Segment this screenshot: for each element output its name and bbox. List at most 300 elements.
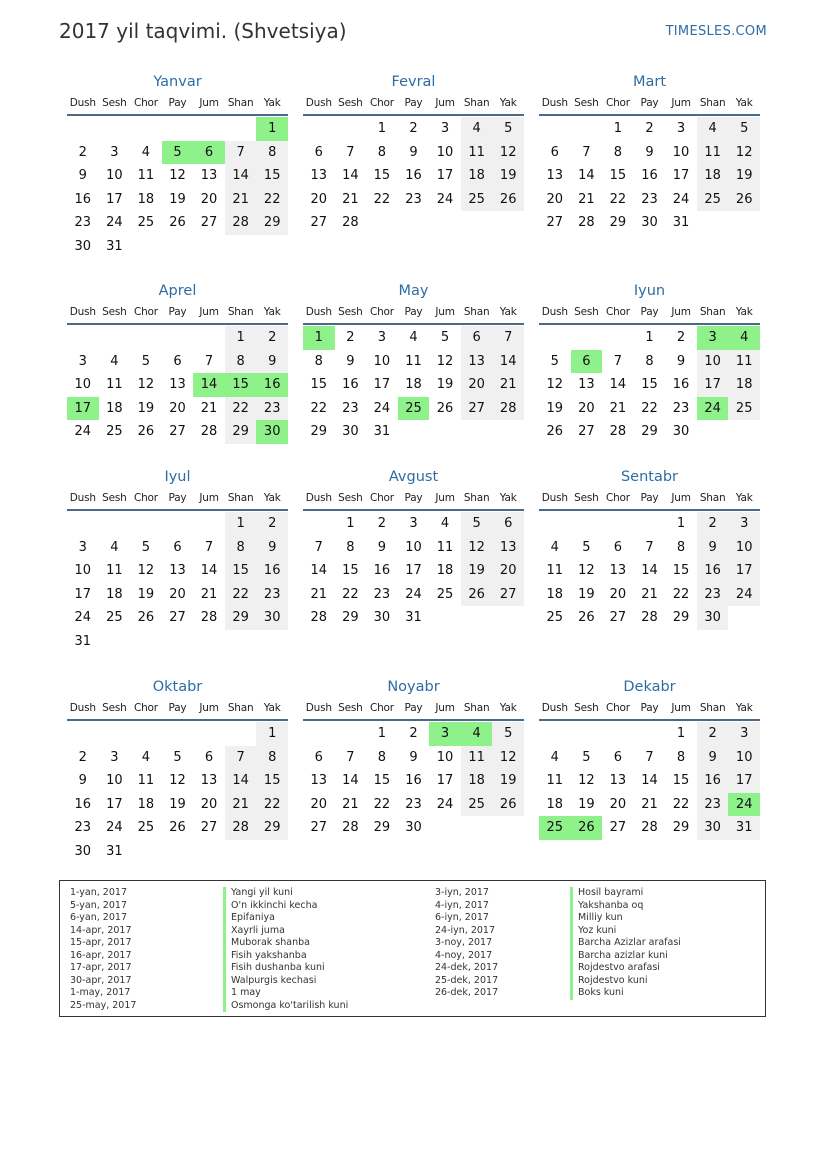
weekday-label: Dush xyxy=(305,306,332,318)
legend-date: 4-noy, 2017 xyxy=(435,949,493,961)
weekday-label: Chor xyxy=(133,306,158,318)
day-cell: 15 xyxy=(310,377,328,392)
month-fevral xyxy=(303,72,524,235)
legend-date: 1-yan, 2017 xyxy=(70,887,127,898)
day-cell: 2 xyxy=(645,121,654,136)
weekday-label: Dush xyxy=(305,702,332,714)
day-cell: 22 xyxy=(310,400,328,416)
weekday-label: Dush xyxy=(541,492,568,504)
weekday-label: Sesh xyxy=(338,97,363,109)
month-name: Fevral xyxy=(391,74,436,90)
day-cell: 28 xyxy=(200,424,218,439)
day-cell: 27 xyxy=(310,820,328,835)
day-cell: 20 xyxy=(546,191,564,207)
day-cell: 18 xyxy=(697,164,729,188)
day-cell: 29 xyxy=(672,820,690,835)
day-cell: 20 xyxy=(461,373,493,397)
day-cell: 7 xyxy=(492,326,524,350)
day-cell: 16 xyxy=(74,796,92,812)
empty-cell xyxy=(99,117,131,141)
day-cell: 23 xyxy=(256,397,288,421)
day-cell: 1 xyxy=(377,121,387,136)
weekday-label: Chor xyxy=(369,702,394,714)
empty-cell xyxy=(67,117,99,141)
day-cell: 11 xyxy=(106,377,123,392)
day-cell: 10 xyxy=(106,773,123,788)
day-cell: 3 xyxy=(440,121,450,136)
weekday-header xyxy=(67,697,288,721)
empty-cell xyxy=(130,326,162,350)
day-cell: 27 xyxy=(169,610,186,625)
month-may xyxy=(303,281,524,444)
empty-cell xyxy=(162,722,194,746)
month-sentabr xyxy=(539,467,760,630)
day-cell: 28 xyxy=(609,424,627,439)
legend-holiday-name: 1 may xyxy=(223,987,348,1000)
day-cell: 20 xyxy=(310,796,328,812)
day-cell: 12 xyxy=(578,773,595,788)
day-cell: 18 xyxy=(461,164,493,188)
day-cell: 26 xyxy=(546,424,564,439)
legend-date: 25-dek, 2017 xyxy=(435,974,499,986)
day-cell: 9 xyxy=(697,536,729,560)
day-cell: 9 xyxy=(78,773,87,788)
holiday-day-cell: 4 xyxy=(461,722,493,746)
day-cell: 17 xyxy=(728,769,760,793)
holiday-day-cell: 14 xyxy=(193,373,225,397)
day-cell: 2 xyxy=(256,326,288,350)
weekday-label: Sesh xyxy=(102,492,127,504)
day-cell: 11 xyxy=(728,350,760,374)
weekday-header xyxy=(67,487,288,511)
day-cell: 29 xyxy=(225,420,257,444)
holiday-day-cell: 3 xyxy=(697,326,729,350)
day-cell: 30 xyxy=(342,424,359,439)
day-grid xyxy=(303,326,524,444)
day-cell: 5 xyxy=(461,512,493,536)
day-cell: 1 xyxy=(676,726,686,741)
day-cell: 19 xyxy=(546,400,564,416)
day-cell: 13 xyxy=(200,773,218,788)
day-cell: 12 xyxy=(492,746,524,770)
empty-cell xyxy=(602,326,634,350)
day-cell: 15 xyxy=(373,773,391,788)
empty-cell xyxy=(303,117,335,141)
day-cell: 4 xyxy=(409,330,418,345)
day-cell: 13 xyxy=(310,773,328,788)
day-cell: 15 xyxy=(672,563,690,578)
day-cell: 26 xyxy=(492,188,524,212)
empty-cell xyxy=(67,722,99,746)
day-cell: 4 xyxy=(550,749,559,765)
empty-cell xyxy=(602,512,634,536)
weekday-label: Yak xyxy=(499,97,517,109)
weekday-label: Chor xyxy=(133,702,158,714)
day-cell: 18 xyxy=(405,377,422,392)
day-cell: 24 xyxy=(405,586,422,602)
day-cell: 23 xyxy=(697,793,729,817)
day-cell: 12 xyxy=(169,773,186,788)
day-cell: 3 xyxy=(78,353,87,369)
day-cell: 14 xyxy=(200,563,218,578)
day-cell: 31 xyxy=(106,843,123,859)
day-cell: 27 xyxy=(200,215,218,230)
day-cell: 28 xyxy=(492,397,524,421)
day-cell: 7 xyxy=(314,539,323,555)
day-cell: 6 xyxy=(550,144,559,160)
day-cell: 9 xyxy=(256,350,288,374)
day-grid xyxy=(303,722,524,840)
legend-holiday-name: Xayrli juma xyxy=(223,925,348,938)
day-cell: 3 xyxy=(78,539,87,555)
legend-holiday-name: Yoz kuni xyxy=(570,925,681,938)
day-cell: 11 xyxy=(461,141,493,165)
day-cell: 16 xyxy=(405,773,422,788)
day-cell: 24 xyxy=(74,610,92,625)
day-cell: 27 xyxy=(578,424,595,439)
day-cell: 12 xyxy=(728,141,760,165)
day-cell: 4 xyxy=(141,144,151,160)
day-cell: 4 xyxy=(141,749,151,765)
day-cell: 13 xyxy=(200,168,218,183)
day-cell: 15 xyxy=(609,168,627,183)
day-cell: 27 xyxy=(310,215,328,230)
weekday-label: Dush xyxy=(69,702,96,714)
day-cell: 17 xyxy=(672,168,690,183)
empty-cell xyxy=(99,326,131,350)
weekday-label: Sesh xyxy=(338,306,363,318)
day-cell: 30 xyxy=(697,816,729,840)
day-cell: 25 xyxy=(137,820,155,835)
day-cell: 27 xyxy=(169,424,186,439)
day-cell: 25 xyxy=(137,215,155,230)
day-cell: 19 xyxy=(169,796,186,812)
day-cell: 19 xyxy=(137,586,155,602)
legend-date: 6-yan, 2017 xyxy=(70,912,127,923)
day-cell: 21 xyxy=(609,400,627,416)
empty-cell xyxy=(539,326,571,350)
day-cell: 13 xyxy=(609,563,627,578)
empty-cell xyxy=(193,722,225,746)
day-cell: 25 xyxy=(106,610,123,625)
day-cell: 27 xyxy=(609,820,627,835)
day-cell: 27 xyxy=(492,583,524,607)
day-cell: 1 xyxy=(645,330,654,345)
weekday-label: Dush xyxy=(541,702,568,714)
day-cell: 26 xyxy=(461,583,493,607)
day-cell: 15 xyxy=(256,164,288,188)
day-cell: 16 xyxy=(74,191,92,207)
day-cell: 10 xyxy=(436,749,454,765)
day-cell: 26 xyxy=(169,215,186,230)
day-cell: 29 xyxy=(641,424,658,439)
day-cell: 28 xyxy=(578,215,595,230)
day-cell: 22 xyxy=(342,586,359,602)
day-cell: 21 xyxy=(578,191,595,207)
holiday-day-cell: 4 xyxy=(728,326,760,350)
day-cell: 18 xyxy=(106,586,123,602)
day-cell: 8 xyxy=(676,749,686,765)
empty-cell xyxy=(303,512,335,536)
day-cell: 10 xyxy=(74,377,92,392)
day-cell: 8 xyxy=(256,141,288,165)
day-cell: 10 xyxy=(672,144,690,160)
day-cell: 2 xyxy=(346,330,355,345)
holiday-day-cell: 1 xyxy=(303,326,335,350)
day-cell: 18 xyxy=(106,400,123,416)
day-cell: 2 xyxy=(78,749,87,765)
day-cell: 18 xyxy=(546,796,564,812)
empty-cell xyxy=(571,326,603,350)
day-cell: 8 xyxy=(314,353,323,369)
weekday-label: Sesh xyxy=(574,702,599,714)
weekday-label: Chor xyxy=(605,702,630,714)
day-cell: 21 xyxy=(200,400,218,416)
weekday-label: Chor xyxy=(605,492,630,504)
weekday-label: Jum xyxy=(435,97,455,109)
weekday-label: Pay xyxy=(168,306,187,318)
weekday-label: Pay xyxy=(640,306,659,318)
day-cell: 29 xyxy=(225,606,257,630)
day-cell: 14 xyxy=(225,769,257,793)
weekday-label: Sesh xyxy=(338,702,363,714)
weekday-label: Pay xyxy=(404,492,423,504)
day-cell: 21 xyxy=(225,188,257,212)
day-cell: 9 xyxy=(346,353,355,369)
day-cell: 3 xyxy=(728,512,760,536)
empty-cell xyxy=(634,722,666,746)
empty-cell xyxy=(130,117,162,141)
weekday-label: Jum xyxy=(671,492,691,504)
month-mart xyxy=(539,72,760,235)
day-cell: 19 xyxy=(578,586,595,602)
day-cell: 16 xyxy=(373,563,391,578)
day-cell: 20 xyxy=(169,400,186,416)
weekday-label: Pay xyxy=(168,492,187,504)
day-cell: 8 xyxy=(346,539,355,555)
month-name: Yanvar xyxy=(153,74,202,90)
empty-cell xyxy=(99,512,131,536)
day-cell: 4 xyxy=(110,539,119,555)
day-cell: 5 xyxy=(173,749,182,765)
weekday-label: Jum xyxy=(199,702,219,714)
weekday-label: Yak xyxy=(735,306,753,318)
legend-date: 26-dek, 2017 xyxy=(435,987,499,998)
day-cell: 26 xyxy=(137,610,155,625)
day-cell: 11 xyxy=(405,353,422,369)
day-cell: 9 xyxy=(697,746,729,770)
month-noyabr xyxy=(303,677,524,840)
day-cell: 1 xyxy=(346,516,355,531)
day-cell: 29 xyxy=(609,215,627,230)
weekday-label: Dush xyxy=(69,97,96,109)
day-cell: 5 xyxy=(440,330,450,345)
day-cell: 25 xyxy=(461,793,493,817)
day-cell: 1 xyxy=(225,512,257,536)
day-cell: 24 xyxy=(106,215,123,230)
day-cell: 24 xyxy=(373,400,391,416)
legend-dates-right xyxy=(435,887,498,1000)
day-cell: 25 xyxy=(106,424,123,439)
day-cell: 28 xyxy=(342,820,359,835)
day-cell: 20 xyxy=(609,796,627,812)
legend-holiday-name: O'n ikkinchi kecha xyxy=(223,900,348,913)
month-name: Iyun xyxy=(633,283,666,299)
day-cell: 2 xyxy=(256,512,288,536)
day-cell: 12 xyxy=(578,563,595,578)
day-cell: 7 xyxy=(645,749,654,765)
weekday-label: Shan xyxy=(463,492,490,504)
day-cell: 7 xyxy=(225,141,257,165)
holiday-day-cell: 5 xyxy=(162,141,194,165)
weekday-label: Shan xyxy=(227,97,254,109)
day-cell: 5 xyxy=(492,722,524,746)
day-cell: 7 xyxy=(346,144,355,160)
day-cell: 6 xyxy=(314,749,323,765)
day-cell: 5 xyxy=(141,353,151,369)
weekday-label: Pay xyxy=(168,97,187,109)
day-cell: 16 xyxy=(641,168,658,183)
legend-holiday-name: Boks kuni xyxy=(570,987,681,1000)
day-cell: 8 xyxy=(377,749,387,765)
weekday-label: Yak xyxy=(499,306,517,318)
empty-cell xyxy=(335,117,367,141)
day-cell: 12 xyxy=(137,563,155,578)
day-cell: 10 xyxy=(728,746,760,770)
day-cell: 7 xyxy=(582,144,591,160)
legend-holiday-name: Osmonga ko'tarilish kuni xyxy=(223,1000,348,1013)
day-cell: 18 xyxy=(728,373,760,397)
weekday-label: Yak xyxy=(263,702,281,714)
empty-cell xyxy=(67,512,99,536)
day-cell: 13 xyxy=(546,168,564,183)
day-cell: 22 xyxy=(373,191,391,207)
weekday-header xyxy=(539,92,760,116)
day-cell: 4 xyxy=(440,516,450,531)
day-cell: 5 xyxy=(728,117,760,141)
day-cell: 20 xyxy=(200,191,218,207)
site-link[interactable]: TIMESLES.COM xyxy=(665,24,767,39)
day-cell: 15 xyxy=(342,563,359,578)
day-cell: 30 xyxy=(405,820,422,835)
holiday-day-cell: 24 xyxy=(697,397,729,421)
day-cell: 14 xyxy=(492,350,524,374)
weekday-label: Yak xyxy=(735,702,753,714)
empty-cell xyxy=(225,117,257,141)
day-cell: 13 xyxy=(492,536,524,560)
day-cell: 17 xyxy=(405,563,422,578)
day-cell: 5 xyxy=(492,117,524,141)
month-name: Oktabr xyxy=(152,679,203,695)
day-cell: 22 xyxy=(256,188,288,212)
day-cell: 6 xyxy=(461,326,493,350)
day-cell: 2 xyxy=(697,722,729,746)
day-cell: 4 xyxy=(550,539,559,555)
day-cell: 13 xyxy=(578,377,595,392)
day-cell: 20 xyxy=(578,400,595,416)
day-cell: 12 xyxy=(137,377,155,392)
empty-cell xyxy=(162,117,194,141)
day-grid xyxy=(67,117,288,258)
day-cell: 10 xyxy=(405,539,422,555)
day-cell: 24 xyxy=(436,191,454,207)
day-cell: 17 xyxy=(106,796,123,812)
day-cell: 21 xyxy=(342,796,359,812)
day-cell: 20 xyxy=(169,586,186,602)
weekday-label: Jum xyxy=(671,702,691,714)
legend-date: 25-may, 2017 xyxy=(70,999,137,1011)
day-cell: 21 xyxy=(641,586,658,602)
day-cell: 6 xyxy=(314,144,323,160)
day-cell: 14 xyxy=(609,377,627,392)
day-cell: 20 xyxy=(492,559,524,583)
legend-names-right xyxy=(570,887,681,1000)
day-cell: 21 xyxy=(225,793,257,817)
day-cell: 2 xyxy=(78,144,87,160)
month-name: Aprel xyxy=(158,283,197,299)
day-cell: 17 xyxy=(728,559,760,583)
day-cell: 1 xyxy=(377,726,387,741)
day-cell: 26 xyxy=(169,820,186,835)
day-cell: 21 xyxy=(641,796,658,812)
legend-date: 17-apr, 2017 xyxy=(70,962,132,973)
day-cell: 4 xyxy=(110,353,119,369)
holiday-day-cell: 30 xyxy=(256,420,288,444)
day-cell: 11 xyxy=(461,746,493,770)
day-cell: 14 xyxy=(641,563,658,578)
day-cell: 23 xyxy=(342,400,359,416)
month-name: Avgust xyxy=(388,469,439,485)
day-cell: 28 xyxy=(342,215,359,230)
empty-cell xyxy=(571,512,603,536)
day-cell: 16 xyxy=(697,769,729,793)
month-name: Sentabr xyxy=(620,469,679,485)
day-cell: 22 xyxy=(256,793,288,817)
month-dekabr xyxy=(539,677,760,840)
day-cell: 16 xyxy=(672,377,690,392)
empty-cell xyxy=(67,326,99,350)
day-cell: 11 xyxy=(106,563,123,578)
day-cell: 15 xyxy=(641,377,658,392)
day-cell: 9 xyxy=(256,536,288,560)
day-cell: 10 xyxy=(436,144,454,160)
weekday-header xyxy=(539,487,760,511)
day-cell: 19 xyxy=(461,559,493,583)
day-grid xyxy=(539,117,760,235)
day-cell: 30 xyxy=(74,843,92,859)
day-cell: 7 xyxy=(204,353,214,369)
day-cell: 8 xyxy=(613,144,623,160)
day-grid xyxy=(67,512,288,653)
day-cell: 15 xyxy=(225,559,257,583)
day-cell: 28 xyxy=(641,610,658,625)
weekday-label: Pay xyxy=(168,702,187,714)
day-cell: 26 xyxy=(492,793,524,817)
holiday-day-cell: 25 xyxy=(539,816,571,840)
page-title: 2017 yil taqvimi. (Shvetsiya) xyxy=(59,19,347,43)
holiday-day-cell: 16 xyxy=(256,373,288,397)
day-cell: 10 xyxy=(728,536,760,560)
weekday-label: Chor xyxy=(369,306,394,318)
weekday-label: Jum xyxy=(199,492,219,504)
day-cell: 23 xyxy=(641,191,658,207)
weekday-label: Dush xyxy=(305,97,332,109)
day-cell: 30 xyxy=(697,606,729,630)
day-cell: 21 xyxy=(342,191,359,207)
day-cell: 8 xyxy=(225,536,257,560)
day-cell: 25 xyxy=(728,397,760,421)
holiday-day-cell: 17 xyxy=(67,397,99,421)
